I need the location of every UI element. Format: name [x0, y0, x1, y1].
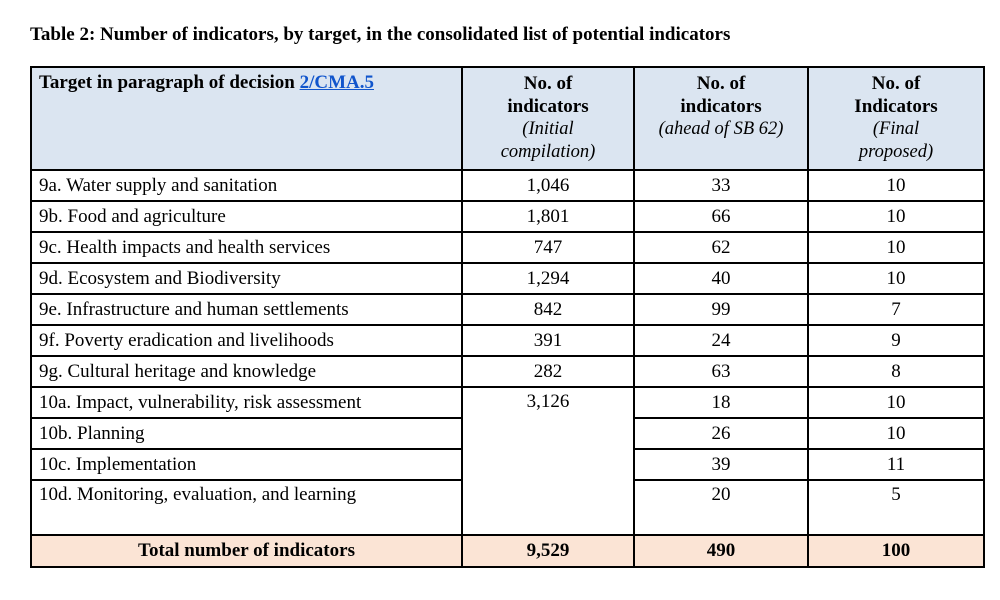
table-row [31, 201, 984, 232]
header-line: compilation) [500, 142, 596, 162]
table-row [31, 232, 984, 263]
header-line: indicators [680, 96, 762, 117]
header-sb62-cell [634, 67, 808, 170]
row-label-cell: 10c. Implementation [31, 449, 462, 480]
sb62-count-cell: 24 [634, 325, 808, 356]
sb62-count-cell: 26 [634, 418, 808, 449]
header-target-text: Target in paragraph of decision [39, 72, 300, 93]
indicators-table [30, 66, 985, 568]
final-count-cell: 10 [808, 418, 984, 449]
sb62-count-cell: 20 [634, 480, 808, 535]
row-label-cell: 10b. Planning [31, 418, 462, 449]
final-count-cell: 10 [808, 232, 984, 263]
header-line: No. of [871, 73, 921, 94]
sb62-count-cell: 33 [634, 170, 808, 201]
initial-count-cell: 391 [462, 325, 634, 356]
header-line: (ahead of SB 62) [658, 119, 784, 139]
row-label-cell: 9c. Health impacts and health services [31, 232, 462, 263]
row-label-cell: 10d. Monitoring, evaluation, and learning [31, 480, 462, 535]
total-sb62-cell: 490 [634, 535, 808, 567]
header-line: indicators [507, 96, 589, 117]
header-line: (Initial [522, 119, 574, 139]
table-row [31, 356, 984, 387]
total-initial-cell: 9,529 [462, 535, 634, 567]
row-label-cell: 10a. Impact, vulnerability, risk assessment [31, 387, 462, 418]
header-line: Indicators [854, 96, 938, 117]
initial-count-cell: 747 [462, 232, 634, 263]
final-count-cell: 10 [808, 170, 984, 201]
header-target-cell [31, 67, 462, 170]
header-line: No. of [696, 73, 746, 94]
sb62-count-cell: 39 [634, 449, 808, 480]
header-line: No. of [523, 73, 573, 94]
final-count-cell: 8 [808, 356, 984, 387]
final-count-cell: 10 [808, 387, 984, 418]
initial-count-cell: 1,801 [462, 201, 634, 232]
final-count-cell: 5 [808, 480, 984, 535]
row-label-cell: 9d. Ecosystem and Biodiversity [31, 263, 462, 294]
decision-link[interactable]: 2/CMA.5 [299, 72, 374, 93]
total-final-cell: 100 [808, 535, 984, 567]
row-label-cell: 9g. Cultural heritage and knowledge [31, 356, 462, 387]
initial-count-cell: 1,294 [462, 263, 634, 294]
final-count-cell: 10 [808, 263, 984, 294]
total-label-cell: Total number of indicators [31, 535, 462, 567]
final-count-cell: 9 [808, 325, 984, 356]
total-row [31, 535, 984, 567]
table-row [31, 170, 984, 201]
sb62-count-cell: 62 [634, 232, 808, 263]
header-line: proposed) [858, 142, 934, 162]
table-row [31, 294, 984, 325]
initial-count-cell: 282 [462, 356, 634, 387]
final-count-cell: 11 [808, 449, 984, 480]
row-label-cell: 9a. Water supply and sanitation [31, 170, 462, 201]
initial-count-cell: 842 [462, 294, 634, 325]
row-label-cell: 9b. Food and agriculture [31, 201, 462, 232]
sb62-count-cell: 40 [634, 263, 808, 294]
sb62-count-cell: 18 [634, 387, 808, 418]
final-count-cell: 10 [808, 201, 984, 232]
header-initial-cell [462, 67, 634, 170]
initial-count-cell: 1,046 [462, 170, 634, 201]
row-label-cell: 9f. Poverty eradication and livelihoods [31, 325, 462, 356]
header-row [31, 67, 984, 170]
table-row [31, 387, 984, 418]
header-line: (Final [872, 119, 920, 139]
initial-count-merged-cell: 3,126 [462, 387, 634, 535]
sb62-count-cell: 66 [634, 201, 808, 232]
table-row [31, 325, 984, 356]
header-final-cell [808, 67, 984, 170]
table-caption: Table 2: Number of indicators, by target, in the consolidated list of potential indicators [30, 24, 731, 45]
sb62-count-cell: 63 [634, 356, 808, 387]
sb62-count-cell: 99 [634, 294, 808, 325]
row-label-cell: 9e. Infrastructure and human settlements [31, 294, 462, 325]
table-row [31, 263, 984, 294]
final-count-cell: 7 [808, 294, 984, 325]
